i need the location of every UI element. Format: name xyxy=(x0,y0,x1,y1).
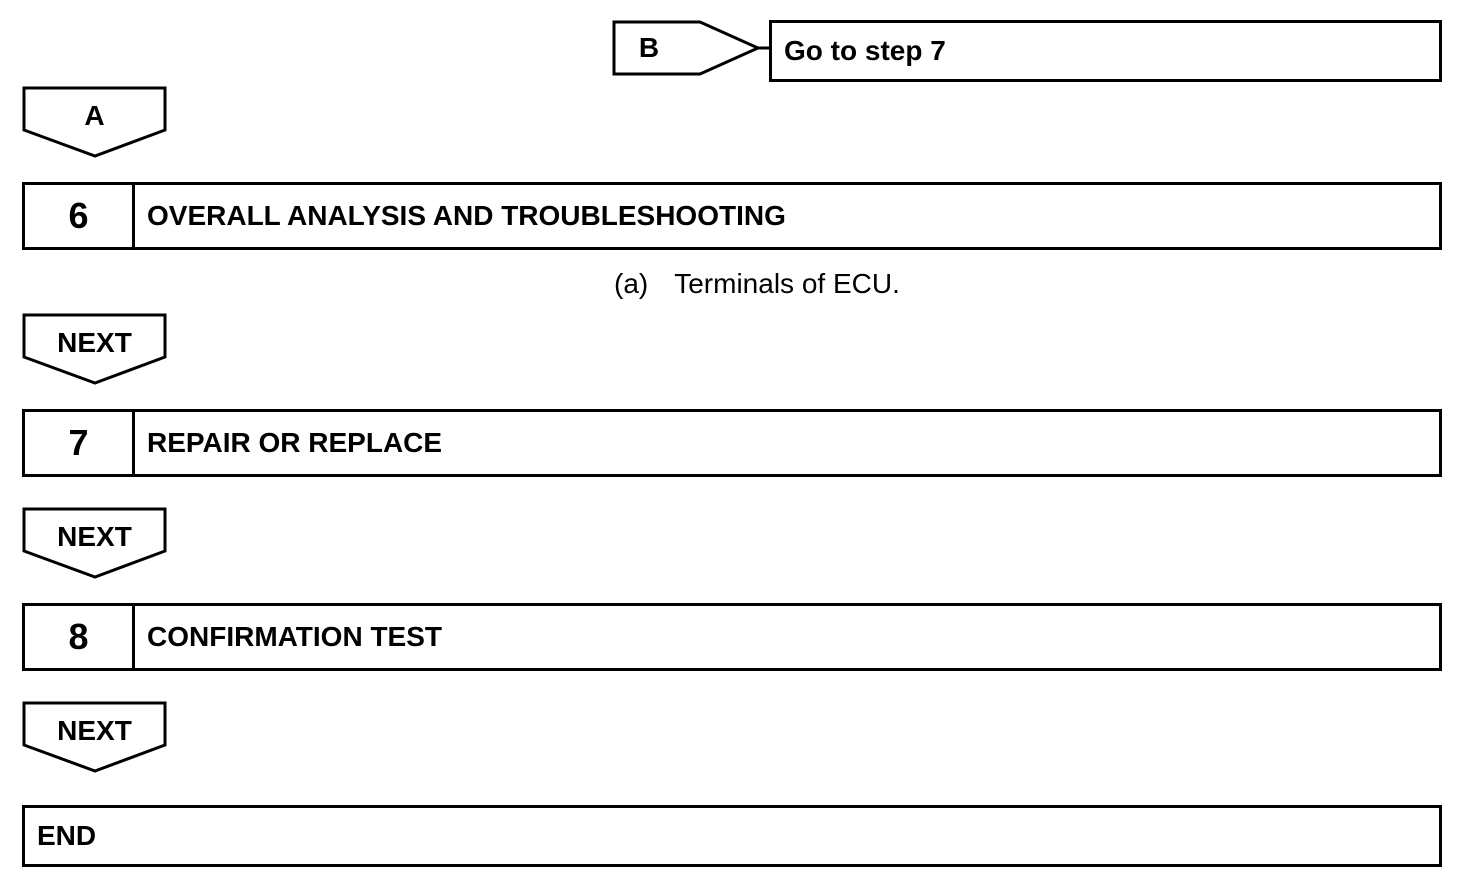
step-number: 6 xyxy=(25,185,135,247)
next-label: NEXT xyxy=(57,327,132,358)
step-box-8 xyxy=(22,603,1442,671)
branch-a-label: A xyxy=(84,100,105,131)
next-label: NEXT xyxy=(57,715,132,746)
step-number: 7 xyxy=(25,412,135,474)
next-label: NEXT xyxy=(57,521,132,552)
step-title: CONFIRMATION TEST xyxy=(147,621,443,652)
note-text: Terminals of ECU. xyxy=(674,268,900,299)
step-number: 8 xyxy=(25,606,135,668)
step-title: OVERALL ANALYSIS AND TROUBLESHOOTING xyxy=(147,200,786,231)
step-box-6 xyxy=(22,182,1442,250)
branch-b-label: B xyxy=(638,32,660,63)
step-title: REPAIR OR REPLACE xyxy=(147,427,443,458)
note-marker: (a) xyxy=(614,268,649,299)
goto-step-text: Go to step 7 xyxy=(784,35,946,66)
end-label: END xyxy=(37,820,97,851)
step-note xyxy=(614,268,900,300)
end-box xyxy=(22,805,1442,867)
goto-step-box xyxy=(769,20,1442,82)
step-box-7 xyxy=(22,409,1442,477)
